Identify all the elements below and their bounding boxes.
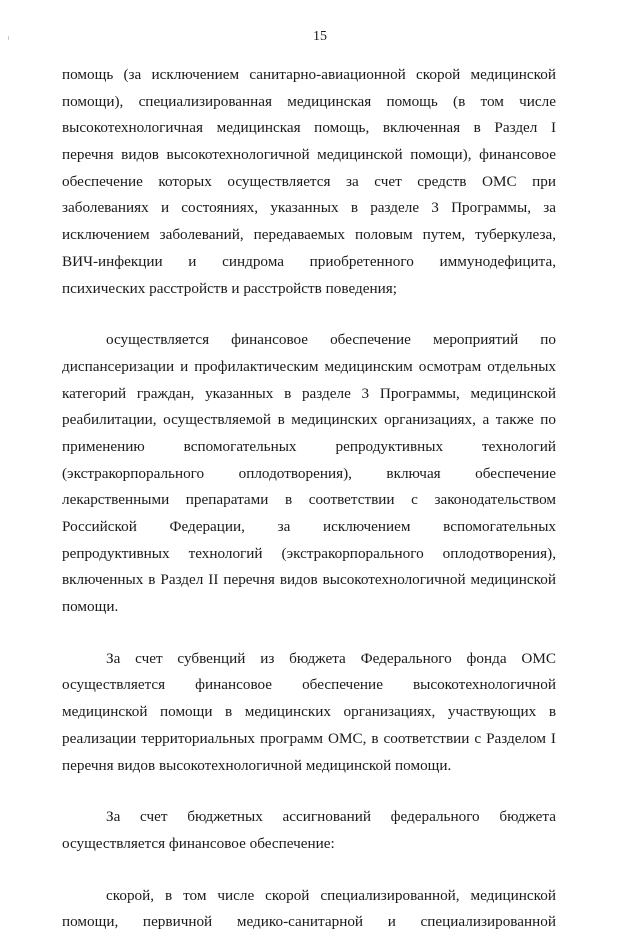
text-line: медицинской помощи в медицинских организациях, участвующих в (62, 703, 556, 721)
text-line: перечня видов высокотехнологичной медицинской помощи), финансовое (62, 146, 556, 164)
text-line: помощи), специализированная медицинская помощь (в том числе (62, 92, 556, 110)
paragraph (62, 646, 556, 779)
text-line: осуществляется финансовое обеспечение высокотехнологичной (62, 676, 556, 694)
text-line: перечня видов высокотехнологичной медицинской помощи. (62, 756, 452, 774)
text-line: За счет бюджетных ассигнований федерального бюджета (106, 808, 556, 826)
text-line: ВИЧ-инфекции и синдрома приобретенного иммунодефицита, (62, 252, 556, 270)
text-line: реализации территориальных программ ОМС, в соответствии с Разделом I (62, 729, 556, 747)
text-line: Российской Федерации, за исключением вспомогательных (62, 518, 556, 535)
paragraph (62, 883, 556, 936)
text-line: реабилитации, осуществляемой в медицинских организациях, а также по (62, 411, 556, 429)
paragraph (62, 62, 556, 302)
text-line: репродуктивных технологий (экстракорпорального оплодотворения), (62, 544, 556, 562)
text-line: лекарственными препаратами в соответствии с законодательством (62, 491, 556, 509)
text-line: применению вспомогательных репродуктивных технологий (62, 437, 556, 455)
paragraph-spacing (62, 302, 556, 327)
text-line: заболеваниях и состояниях, указанных в разделе 3 Программы, за (62, 199, 556, 217)
text-line: психических расстройств и расстройств поведения; (62, 279, 397, 297)
text-line: помощь (за исключением санитарно-авиационной скорой медицинской (62, 66, 556, 83)
text-line: исключением заболеваний, передаваемых половым путем, туберкулеза, (62, 226, 556, 244)
text-line: осуществляется финансовое обеспечение мероприятий по (106, 331, 556, 349)
text-line: осуществляется финансовое обеспечение: (62, 834, 335, 852)
text-line: скорой, в том числе скорой специализированной, медицинской (106, 886, 556, 904)
document-body (62, 62, 556, 936)
paragraph (62, 804, 556, 857)
text-line: высокотехнологичная медицинская помощь, включенная в Раздел I (62, 119, 556, 137)
page-number: 15 (313, 29, 327, 44)
text-line: диспансеризации и профилактическим медицинским осмотрам отдельных (62, 357, 556, 375)
text-line: помощи. (62, 598, 119, 616)
paragraph-spacing (62, 779, 556, 804)
paragraph-spacing (62, 858, 556, 883)
text-line: обеспечение которых осуществляется за счет средств ОМС при (62, 172, 556, 190)
paragraph-spacing (62, 621, 556, 646)
text-line: помощи, первичной медико-санитарной и специализированной (62, 913, 556, 931)
text-line: включенных в Раздел II перечня видов высокотехнологичной медицинской (62, 571, 556, 589)
text-line: категорий граждан, указанных в разделе 3 Программы, медицинской (62, 384, 556, 402)
text-line: (экстракорпорального оплодотворения), включая обеспечение (62, 464, 556, 482)
text-line: За счет субвенций из бюджета Федерального фонда ОМС (106, 649, 556, 667)
paragraph (62, 327, 556, 621)
